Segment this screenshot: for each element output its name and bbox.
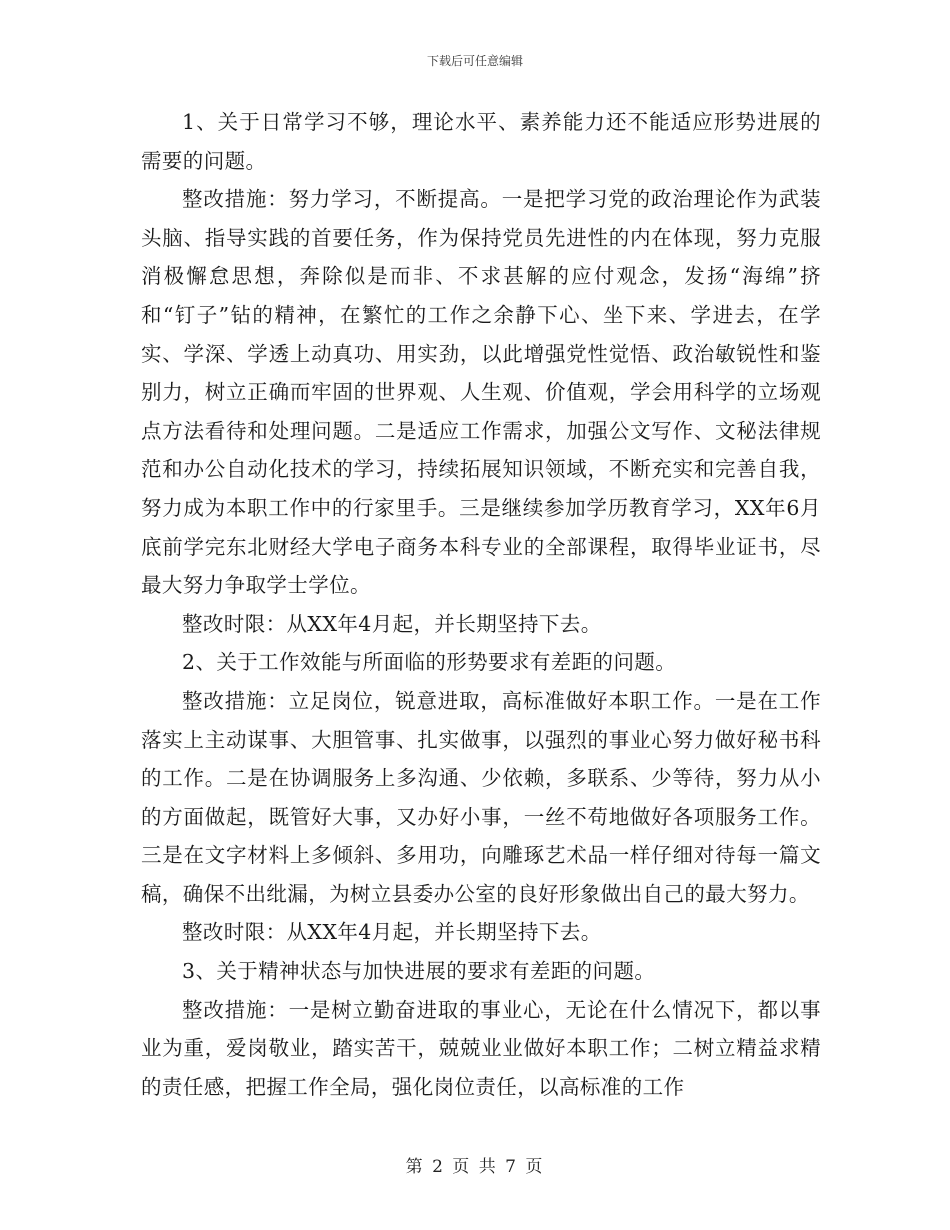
measures-paragraph-2: 整改措施：立足岗位，锐意进取，高标准做好本职工作。一是在工作落实上主动谋事、大胆管事、扎实做事，以强烈的事业心努力做好秘书科的工作。二是在协调服务上多沟通、少依赖，多联系、少等待，努力从小的方面做起，既管好大事，又办好小事，一丝不苟地做好各项服务工作。三是在文字材料上多倾斜、多用功，向雕琢艺术品一样仔细对待每一篇文稿，确保不出纰漏，为树立县委办公室的良好形象做出自己的最大努力。 [141, 688, 821, 906]
deadline-paragraph-2: 整改时限：从XX年4月起，并长期坚持下去。 [182, 920, 602, 945]
measures-paragraph-1: 整改措施：努力学习，不断提高。一是把学习党的政治理论作为武装头脑、指导实践的首要任务，作为保持党员先进性的内在体现，努力克服消极懈怠思想，奔除似是而非、不求甚解的应付观念，发扬“海绵”挤和“钉子”钻的精神，在繁忙的工作之余静下心、坐下来、学进去，在学实、学深、学透上动真功、用实劲，以此增强党性觉悟、政治敏锐性和鉴别力，树立正确而牢固的世界观、人生观、价值观，学会用科学的立场观点方法看待和处理问题。二是适应工作需求，加强公文写作、文秘法律规范和办公自动化技术的学习，持续拓展知识领域，不断充实和完善自我，努力成为本职工作中的行家里手。三是继续参加学历教育学习，XX年6月底前学完东北财经大学电子商务本科专业的全部课程，取得毕业证书，尽最大努力争取学士学位。 [141, 187, 821, 598]
measures-paragraph-3: 整改措施：一是树立勤奋进取的事业心，无论在什么情况下，都以事业为重，爱岗敬业，踏实苦干，兢兢业业做好本职工作；二树立精益求精的责任感，把握工作全局，强化岗位责任，以高标准的工作 [141, 997, 821, 1099]
issue-heading-3: 3、关于精神状态与加快进展的要求有差距的问题。 [182, 959, 656, 984]
issue-heading-2: 2、关于工作效能与所面临的形势要求有差距的问题。 [182, 650, 677, 675]
deadline-paragraph-1: 整改时限：从XX年4月起，并长期坚持下去。 [182, 611, 602, 636]
page-number-footer: 第 2 页 共 7 页 [405, 1157, 545, 1177]
page-header-note: 下载后可任意编辑 [426, 54, 523, 68]
issue-heading-1: 1、关于日常学习不够，理论水平、素养能力还不能适应形势进展的需要的问题。 [141, 110, 821, 173]
document-body [141, 103, 821, 1106]
